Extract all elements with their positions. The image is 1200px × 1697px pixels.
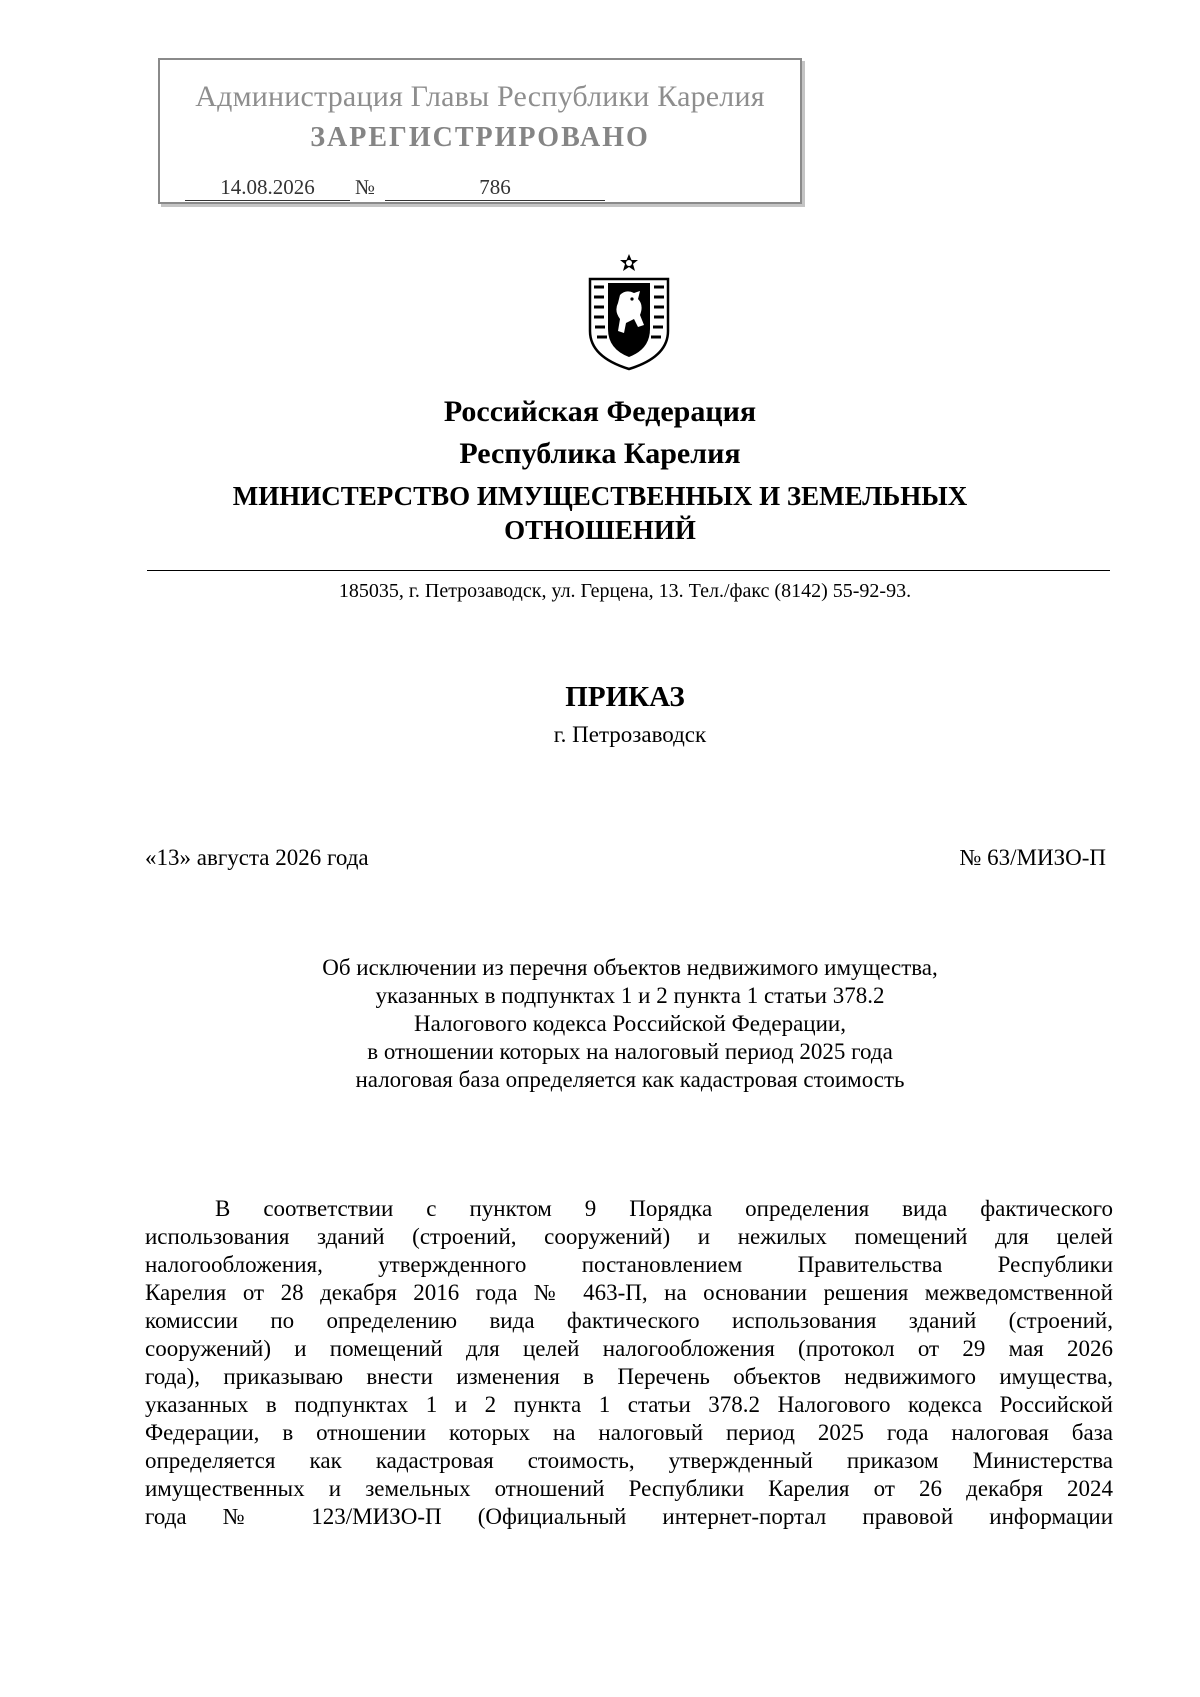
stamp-organization: Администрация Главы Республики Карелия bbox=[195, 80, 765, 113]
body-line: определяется как кадастровая стоимость, утвержденный приказом Министерства bbox=[145, 1448, 1113, 1473]
header-republic: Республика Карелия bbox=[459, 437, 741, 470]
subject-line: указанных в подпунктах 1 и 2 пункта 1 статьи 378.2 bbox=[375, 983, 885, 1008]
order-city: г. Петрозаводск bbox=[553, 722, 707, 747]
body-line: сооружений) и помещений для целей налогообложения (протокол от 29 мая 2026 bbox=[145, 1336, 1113, 1361]
registration-stamp bbox=[158, 58, 802, 204]
header-ministry bbox=[0, 479, 1200, 547]
karelia-coat-of-arms-icon bbox=[580, 253, 678, 373]
body-line: использования зданий (строений, сооружений) и нежилых помещений для целей bbox=[145, 1224, 1113, 1249]
order-body bbox=[145, 1195, 1113, 1531]
body-line: указанных в подпунктах 1 и 2 пункта 1 статьи 378.2 Налогового кодекса Российской bbox=[145, 1392, 1113, 1417]
header-federation: Российская Федерация bbox=[443, 395, 757, 428]
stamp-date: 14.08.2026 bbox=[185, 174, 350, 201]
order-number: № 63/МИЗО-П bbox=[959, 845, 1106, 870]
order-date: «13» августа 2026 года bbox=[145, 845, 369, 870]
stamp-number-sign: № bbox=[355, 175, 376, 199]
body-line: Карелия от 28 декабря 2016 года № 463-П, на основании решения межведомственной bbox=[145, 1280, 1113, 1305]
body-line: Федерации, в отношении которых на налоговый период 2025 года налоговая база bbox=[145, 1420, 1113, 1445]
stamp-status: ЗАРЕГИСТРИРОВАНО bbox=[310, 122, 650, 153]
body-line: года № 123/МИЗО-П (Официальный интернет-портал правовой информации bbox=[145, 1504, 1113, 1529]
subject-line: Об исключении из перечня объектов недвижимого имущества, bbox=[322, 955, 938, 980]
body-line: В соответствии с пунктом 9 Порядка определения вида фактического bbox=[215, 1196, 1113, 1221]
header-ministry-line2: ОТНОШЕНИЙ bbox=[504, 515, 696, 545]
body-line: налогообложения, утвержденного постановлением Правительства Республики bbox=[145, 1252, 1113, 1277]
body-line: имущественных и земельных отношений Республики Карелия от 26 декабря 2024 bbox=[145, 1476, 1113, 1501]
stamp-number: 786 bbox=[385, 174, 605, 201]
ministry-address: 185035, г. Петрозаводск, ул. Герцена, 13. Тел./факс (8142) 55-92-93. bbox=[338, 580, 912, 602]
subject-line: Налогового кодекса Российской Федерации, bbox=[414, 1011, 846, 1036]
subject-line: налоговая база определяется как кадастровая стоимость bbox=[355, 1067, 905, 1092]
order-title: ПРИКАЗ bbox=[565, 681, 685, 713]
body-line: года), приказываю внести изменения в Перечень объектов недвижимого имущества, bbox=[145, 1364, 1113, 1389]
header-divider bbox=[147, 570, 1110, 571]
subject-line: в отношении которых на налоговый период 2025 года bbox=[367, 1039, 893, 1064]
order-subject bbox=[150, 954, 1110, 1094]
header-ministry-line1: МИНИСТЕРСТВО ИМУЩЕСТВЕННЫХ И ЗЕМЕЛЬНЫХ bbox=[232, 481, 968, 511]
body-line: комиссии по определению вида фактического использования зданий (строений, bbox=[145, 1308, 1113, 1333]
